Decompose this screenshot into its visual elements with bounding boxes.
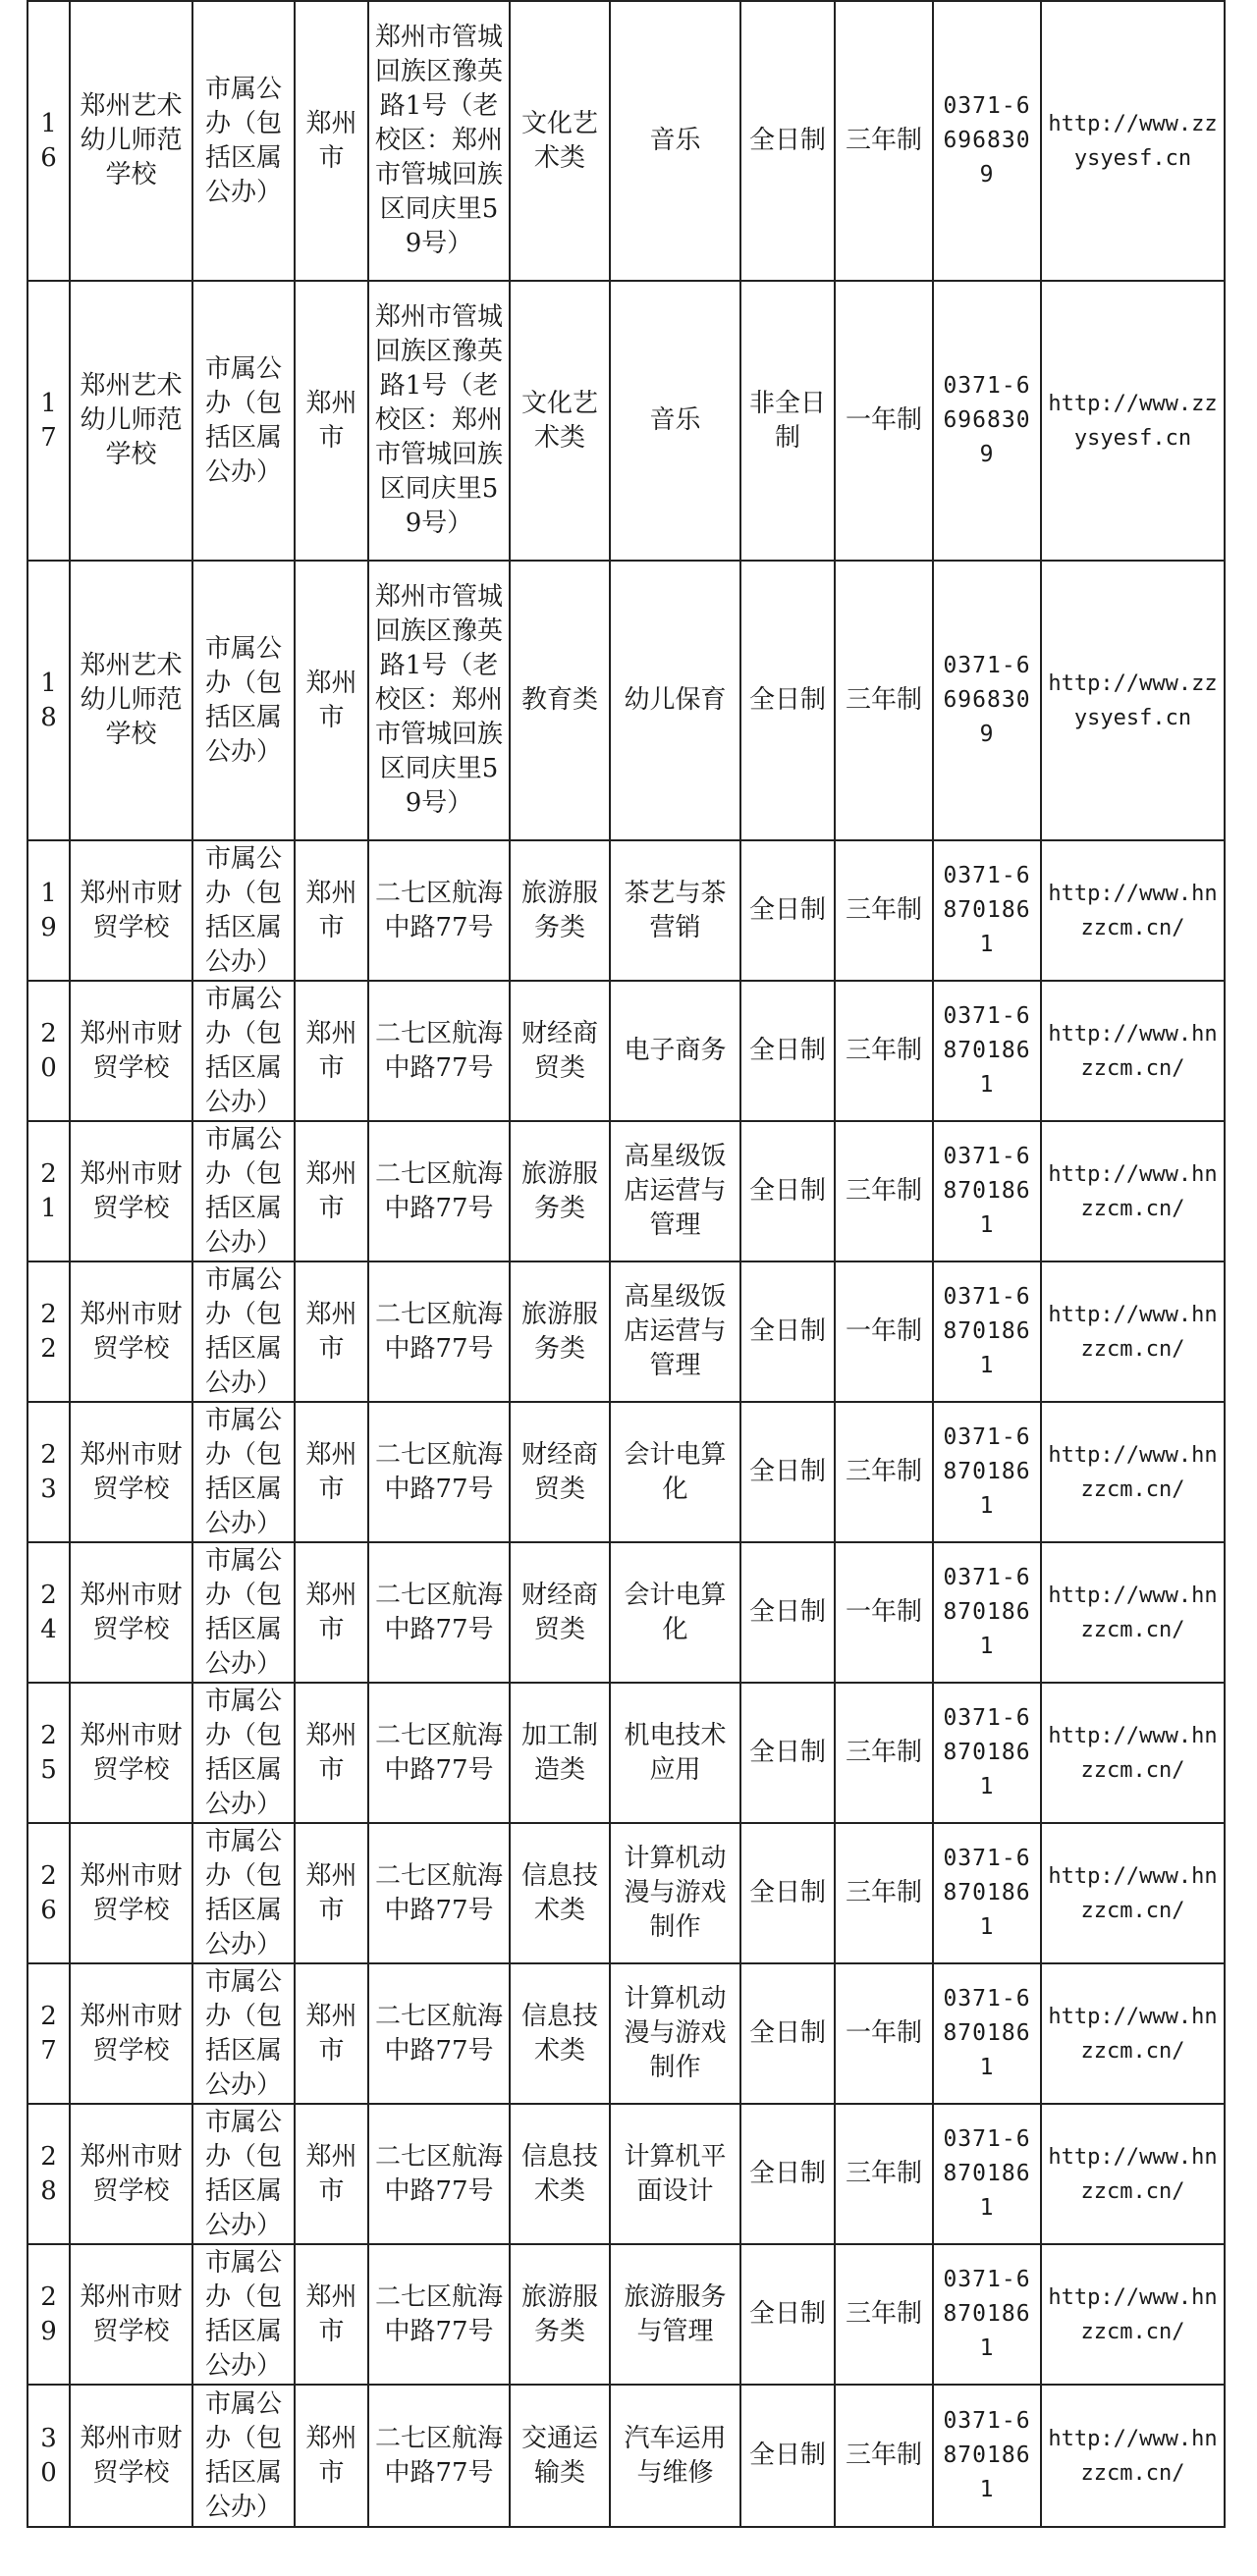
website-link[interactable]: http://www.hnzzcm.cn/ [1041,2385,1225,2527]
phone-number: 0371-68701861 [933,1963,1041,2104]
school-nature: 市属公办（包括区属公办） [192,1402,295,1542]
school-name: 郑州市财贸学校 [70,1121,192,1261]
table-row [27,561,1225,840]
school-address: 二七区航海中路77号 [368,840,510,981]
school-name: 郑州艺术幼儿师范学校 [70,281,192,561]
study-length: 三年制 [835,1402,933,1542]
major-category: 财经商贸类 [510,981,610,1121]
school-nature: 市属公办（包括区属公办） [192,1963,295,2104]
major-category: 信息技术类 [510,2104,610,2244]
school-name: 郑州市财贸学校 [70,1963,192,2104]
phone-number: 0371-68701861 [933,2104,1041,2244]
major-name: 茶艺与茶营销 [610,840,740,981]
major-category: 旅游服务类 [510,840,610,981]
school-address: 二七区航海中路77号 [368,1683,510,1823]
phone-number: 0371-66968309 [933,1,1041,281]
website-link[interactable]: http://www.hnzzcm.cn/ [1041,1823,1225,1963]
row-number: 29 [27,2244,70,2385]
study-mode: 全日制 [740,1261,835,1402]
school-name: 郑州艺术幼儿师范学校 [70,561,192,840]
school-nature: 市属公办（包括区属公办） [192,281,295,561]
city: 郑州市 [295,1963,368,2104]
website-link[interactable]: http://www.hnzzcm.cn/ [1041,1402,1225,1542]
school-address: 二七区航海中路77号 [368,981,510,1121]
school-name: 郑州市财贸学校 [70,2244,192,2385]
website-link[interactable]: http://www.zzysyesf.cn [1041,1,1225,281]
study-mode: 全日制 [740,1823,835,1963]
table-row [27,1542,1225,1683]
study-length: 一年制 [835,1261,933,1402]
phone-number: 0371-66968309 [933,281,1041,561]
school-nature: 市属公办（包括区属公办） [192,561,295,840]
school-address: 郑州市管城回族区豫英路1号（老校区：郑州市管城回族区同庆里59号） [368,561,510,840]
major-category: 文化艺术类 [510,281,610,561]
study-mode: 全日制 [740,2104,835,2244]
table-row [27,1402,1225,1542]
major-name: 高星级饭店运营与管理 [610,1261,740,1402]
school-name: 郑州市财贸学校 [70,2385,192,2527]
school-nature: 市属公办（包括区属公办） [192,1,295,281]
school-nature: 市属公办（包括区属公办） [192,2244,295,2385]
school-address: 二七区航海中路77号 [368,2385,510,2527]
study-length: 三年制 [835,1823,933,1963]
city: 郑州市 [295,1823,368,1963]
school-nature: 市属公办（包括区属公办） [192,1542,295,1683]
table-row [27,2104,1225,2244]
major-name: 幼儿保育 [610,561,740,840]
study-length: 一年制 [835,1963,933,2104]
website-link[interactable]: http://www.hnzzcm.cn/ [1041,1963,1225,2104]
study-mode: 全日制 [740,2385,835,2527]
school-name: 郑州市财贸学校 [70,2104,192,2244]
row-number: 24 [27,1542,70,1683]
major-category: 旅游服务类 [510,2244,610,2385]
table-body [27,1,1225,2527]
city: 郑州市 [295,2244,368,2385]
city: 郑州市 [295,840,368,981]
row-number: 25 [27,1683,70,1823]
city: 郑州市 [295,2104,368,2244]
phone-number: 0371-68701861 [933,1261,1041,1402]
school-major-table [27,0,1226,2528]
study-mode: 非全日制 [740,281,835,561]
website-link[interactable]: http://www.hnzzcm.cn/ [1041,1261,1225,1402]
major-category: 财经商贸类 [510,1542,610,1683]
city: 郑州市 [295,2385,368,2527]
study-mode: 全日制 [740,840,835,981]
school-nature: 市属公办（包括区属公办） [192,1121,295,1261]
table-row [27,1,1225,281]
website-link[interactable]: http://www.zzysyesf.cn [1041,281,1225,561]
phone-number: 0371-68701861 [933,840,1041,981]
school-address: 二七区航海中路77号 [368,1542,510,1683]
website-link[interactable]: http://www.hnzzcm.cn/ [1041,1121,1225,1261]
school-name: 郑州市财贸学校 [70,1683,192,1823]
school-name: 郑州市财贸学校 [70,840,192,981]
city: 郑州市 [295,1,368,281]
city: 郑州市 [295,1121,368,1261]
school-name: 郑州市财贸学校 [70,1402,192,1542]
school-name: 郑州艺术幼儿师范学校 [70,1,192,281]
major-category: 旅游服务类 [510,1261,610,1402]
school-address: 二七区航海中路77号 [368,1823,510,1963]
study-length: 三年制 [835,1,933,281]
row-number: 26 [27,1823,70,1963]
study-length: 三年制 [835,981,933,1121]
school-nature: 市属公办（包括区属公办） [192,2104,295,2244]
study-length: 三年制 [835,2385,933,2527]
row-number: 30 [27,2385,70,2527]
major-category: 信息技术类 [510,1963,610,2104]
major-category: 教育类 [510,561,610,840]
major-category: 旅游服务类 [510,1121,610,1261]
phone-number: 0371-68701861 [933,1823,1041,1963]
website-link[interactable]: http://www.zzysyesf.cn [1041,561,1225,840]
school-nature: 市属公办（包括区属公办） [192,840,295,981]
table-row [27,981,1225,1121]
major-name: 高星级饭店运营与管理 [610,1121,740,1261]
table-row [27,1121,1225,1261]
row-number: 23 [27,1402,70,1542]
study-length: 三年制 [835,2104,933,2244]
school-address: 二七区航海中路77号 [368,1121,510,1261]
school-address: 二七区航海中路77号 [368,2104,510,2244]
study-length: 三年制 [835,561,933,840]
row-number: 20 [27,981,70,1121]
city: 郑州市 [295,981,368,1121]
school-name: 郑州市财贸学校 [70,1542,192,1683]
phone-number: 0371-68701861 [933,1683,1041,1823]
phone-number: 0371-66968309 [933,561,1041,840]
major-category: 信息技术类 [510,1823,610,1963]
school-nature: 市属公办（包括区属公办） [192,981,295,1121]
study-length: 一年制 [835,281,933,561]
school-nature: 市属公办（包括区属公办） [192,1261,295,1402]
study-length: 三年制 [835,1121,933,1261]
study-mode: 全日制 [740,1402,835,1542]
phone-number: 0371-68701861 [933,2385,1041,2527]
website-link[interactable]: http://www.hnzzcm.cn/ [1041,2104,1225,2244]
major-category: 交通运输类 [510,2385,610,2527]
school-address: 二七区航海中路77号 [368,2244,510,2385]
city: 郑州市 [295,1261,368,1402]
study-mode: 全日制 [740,2244,835,2385]
major-name: 会计电算化 [610,1402,740,1542]
school-address: 二七区航海中路77号 [368,1402,510,1542]
study-mode: 全日制 [740,561,835,840]
website-link[interactable]: http://www.hnzzcm.cn/ [1041,2244,1225,2385]
school-address: 二七区航海中路77号 [368,1963,510,2104]
school-nature: 市属公办（包括区属公办） [192,1683,295,1823]
table-row [27,1683,1225,1823]
school-name: 郑州市财贸学校 [70,1261,192,1402]
table-row [27,1823,1225,1963]
phone-number: 0371-68701861 [933,1402,1041,1542]
study-mode: 全日制 [740,1542,835,1683]
major-name: 机电技术应用 [610,1683,740,1823]
phone-number: 0371-68701861 [933,2244,1041,2385]
study-length: 三年制 [835,2244,933,2385]
row-number: 28 [27,2104,70,2244]
major-name: 会计电算化 [610,1542,740,1683]
major-name: 音乐 [610,1,740,281]
school-address: 郑州市管城回族区豫英路1号（老校区：郑州市管城回族区同庆里59号） [368,1,510,281]
table-row [27,2244,1225,2385]
school-name: 郑州市财贸学校 [70,1823,192,1963]
school-address: 二七区航海中路77号 [368,1261,510,1402]
major-name: 汽车运用与维修 [610,2385,740,2527]
study-length: 三年制 [835,1683,933,1823]
row-number: 18 [27,561,70,840]
study-mode: 全日制 [740,1121,835,1261]
website-link[interactable]: http://www.hnzzcm.cn/ [1041,1683,1225,1823]
major-category: 加工制造类 [510,1683,610,1823]
website-link[interactable]: http://www.hnzzcm.cn/ [1041,1542,1225,1683]
phone-number: 0371-68701861 [933,1542,1041,1683]
table-row [27,2385,1225,2527]
study-mode: 全日制 [740,981,835,1121]
major-name: 旅游服务与管理 [610,2244,740,2385]
table-row [27,281,1225,561]
website-link[interactable]: http://www.hnzzcm.cn/ [1041,840,1225,981]
study-mode: 全日制 [740,1683,835,1823]
city: 郑州市 [295,1683,368,1823]
city: 郑州市 [295,281,368,561]
row-number: 22 [27,1261,70,1402]
study-length: 一年制 [835,1542,933,1683]
row-number: 27 [27,1963,70,2104]
major-name: 音乐 [610,281,740,561]
school-name: 郑州市财贸学校 [70,981,192,1121]
major-name: 计算机平面设计 [610,2104,740,2244]
school-nature: 市属公办（包括区属公办） [192,1823,295,1963]
major-name: 计算机动漫与游戏制作 [610,1823,740,1963]
major-category: 财经商贸类 [510,1402,610,1542]
city: 郑州市 [295,561,368,840]
major-category: 文化艺术类 [510,1,610,281]
city: 郑州市 [295,1402,368,1542]
study-mode: 全日制 [740,1,835,281]
table-row [27,840,1225,981]
row-number: 16 [27,1,70,281]
table-row [27,1261,1225,1402]
major-name: 计算机动漫与游戏制作 [610,1963,740,2104]
phone-number: 0371-68701861 [933,981,1041,1121]
phone-number: 0371-68701861 [933,1121,1041,1261]
table-row [27,1963,1225,2104]
enrollment-table-page [27,0,1224,2528]
row-number: 21 [27,1121,70,1261]
study-mode: 全日制 [740,1963,835,2104]
row-number: 17 [27,281,70,561]
school-nature: 市属公办（包括区属公办） [192,2385,295,2527]
major-name: 电子商务 [610,981,740,1121]
row-number: 19 [27,840,70,981]
study-length: 三年制 [835,840,933,981]
website-link[interactable]: http://www.hnzzcm.cn/ [1041,981,1225,1121]
school-address: 郑州市管城回族区豫英路1号（老校区：郑州市管城回族区同庆里59号） [368,281,510,561]
city: 郑州市 [295,1542,368,1683]
